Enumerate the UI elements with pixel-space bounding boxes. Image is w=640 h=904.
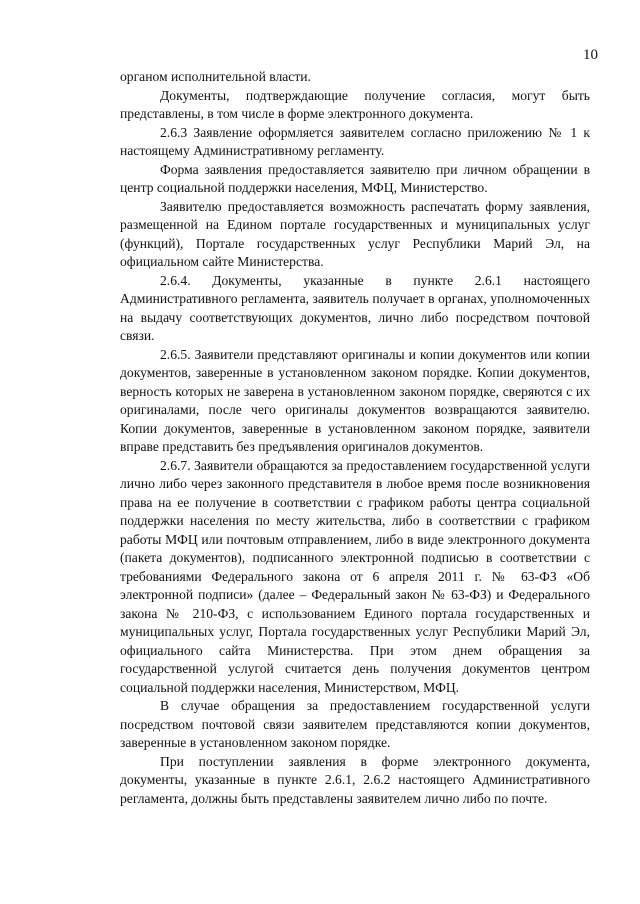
document-body xyxy=(120,68,590,808)
paragraph-continuation: органом исполнительной власти. xyxy=(120,69,311,84)
paragraph-electronic-application: При поступлении заявления в форме электронного документа, документы, указанные в пункте 2.6.1, 2.6.2 настоящего Административного регламента, должны быть представлены заявителем лично либо по почте. xyxy=(120,753,590,806)
paragraph-2-6-3: 2.6.3 Заявление оформляется заявителем согласно приложению № 1 к настоящему Административному регламенту. xyxy=(120,124,590,158)
paragraph-2-6-4: 2.6.4. Документы, указанные в пункте 2.6.1 настоящего Административного регламента, заявитель получает в органах, уполномоченных на выдачу соответствующих документов, лично либо посредством почтовой связи. xyxy=(120,272,590,343)
paragraph-postal-application: В случае обращения за предоставлением государственной услуги посредством почтовой связи заявителем представляются копии документов, заверенные в установленном законом порядке. xyxy=(120,698,590,750)
paragraph-2-6-7: 2.6.7. Заявители обращаются за предоставлением государственной услуги лично либо через законного представителя в любое время после возникновения права на ее получение в соответствии с графиком работы центра социальной поддержки населения по месту жительства, либо в соответствии с графиком работы МФЦ или почтовым отправлением, либо в виде электронного документа (пакета документов), подписанного электронной подписью в соответствии с требованиями Федерального закона от 6 апреля 2011 г. № 63-ФЗ «Об электронной подписи» (далее – Федеральный закон № 63-ФЗ) и Федерального закона № 210-ФЗ, с использованием Единого портала государственных и муниципальных услуг, Портала государственных услуг Республики Марий Эл, официального сайта Министерства. При этом днем обращения за государственной услугой считается день получения документов центром социальной поддержки населения, Министерством, МФЦ. xyxy=(120,457,590,695)
paragraph-application-form: Форма заявления предоставляется заявителю при личном обращении в центр социальной поддержки населения, МФЦ, Министерство. xyxy=(120,161,590,195)
paragraph-2-6-5: 2.6.5. Заявители представляют оригиналы и копии документов или копии документов, заверенные в установленном законом порядке. Копии документов, верность которых не заверена в установленном законом порядке, сверяются с их оригиналами, после чего оригиналы документов возвращаются заявителю. Копии документов, заверенные в установленном законом порядке, заявители вправе представить без предъявления оригиналов документов. xyxy=(120,346,590,454)
page-number: 10 xyxy=(583,47,598,63)
paragraph-print-form: Заявителю предоставляется возможность распечатать форму заявления, размещенной на Едином портале государственных и муниципальных услуг (функций), Портале государственных услуг Республики Марий Эл, на официальном сайте Министерства. xyxy=(120,198,590,269)
paragraph-consent-documents: Документы, подтверждающие получение согласия, могут быть представлены, в том числе в форме электронного документа. xyxy=(120,87,590,121)
